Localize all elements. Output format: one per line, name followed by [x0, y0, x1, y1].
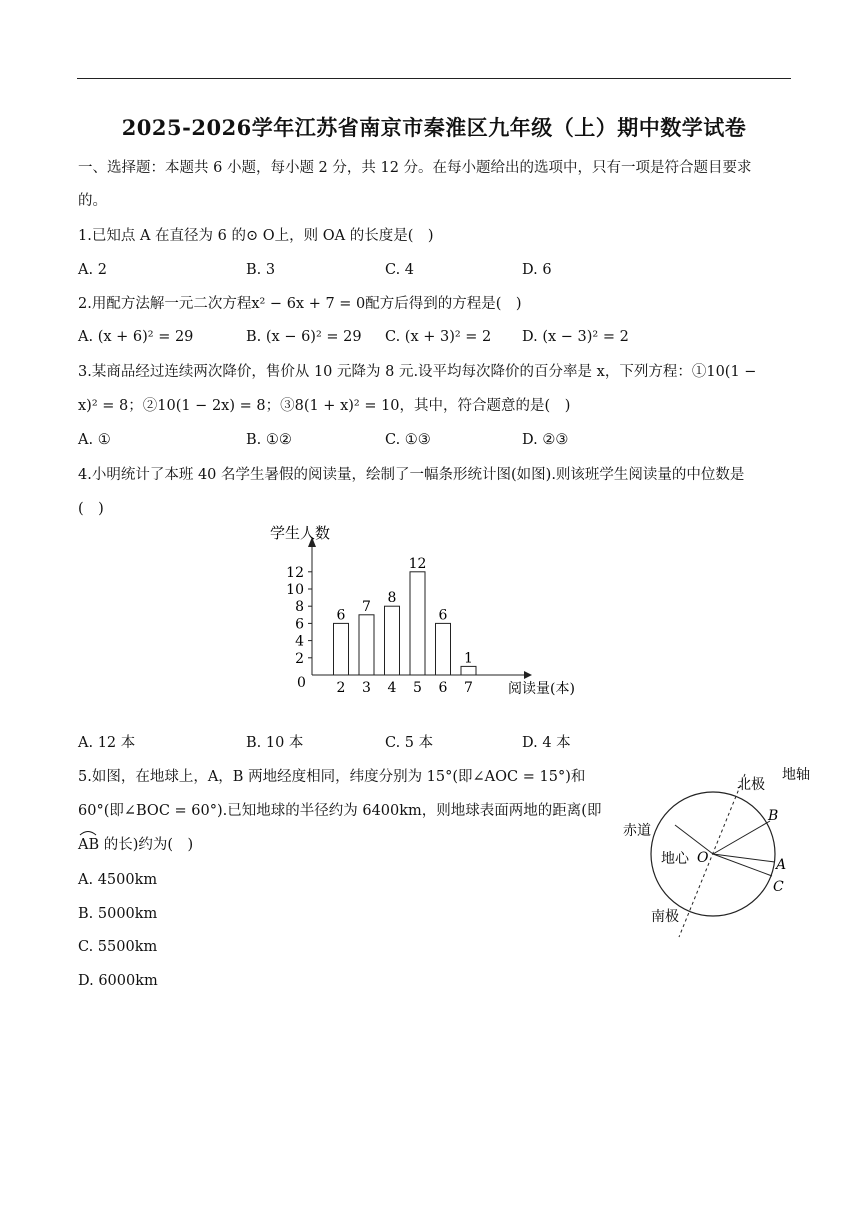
bar-3	[359, 615, 374, 675]
q5-stem-line2: 60°(即∠BOC = 60°).已知地球的半径约为 6400km，则地球表面两地的距离(即	[78, 803, 602, 819]
q5-stem-line3: AB 的长)约为( )	[78, 837, 194, 853]
y-tick-label: 4	[295, 633, 304, 650]
bar-5	[410, 572, 425, 675]
y-tick-label: 0	[297, 675, 306, 691]
label-o: O	[697, 850, 709, 866]
radius-oc	[713, 854, 772, 876]
label-equator: 赤道	[623, 823, 651, 839]
label-a: A	[776, 857, 787, 873]
y-tick-label: 8	[295, 599, 304, 616]
q3-option-a: A. ①	[78, 432, 111, 448]
label-center: 地心	[661, 851, 689, 867]
q4-stem-line2: ( )	[78, 501, 104, 517]
q3-stem-line1: 3.某商品经过连续两次降价，售价从 10 元降为 8 元.设平均每次降价的百分率是 x，下列方程：①10(1 −	[78, 364, 757, 380]
x-tick-label: 3	[362, 680, 371, 696]
bar-7	[461, 666, 476, 675]
x-axis-label: 阅读量(本)	[508, 681, 575, 697]
q5-stem-line1: 5.如图，在地球上，A，B 两地经度相同，纬度分别为 15°(即∠AOC = 15°)和	[78, 769, 586, 785]
q4-option-d: D. 4 本	[522, 735, 571, 751]
bar-value-label: 12	[408, 555, 427, 572]
q5-option-a: A. 4500km	[78, 872, 158, 888]
bar-2	[334, 623, 349, 675]
x-tick-label: 5	[413, 680, 422, 696]
q2-option-d: D. (x − 3)² = 2	[522, 329, 629, 345]
q3-stem-line2: x)² = 8；②10(1 − 2x) = 8；③8(1 + x)² = 10，其中，符合题意的是( )	[78, 398, 571, 414]
y-tick-label: 2	[295, 650, 304, 667]
bar-4	[385, 606, 400, 675]
bar-value-label: 8	[387, 590, 397, 607]
y-tick-label: 6	[295, 616, 304, 633]
page-title: 2025-2026学年江苏省南京市秦淮区九年级（上）期中数学试卷	[121, 115, 747, 140]
label-c: C	[773, 879, 784, 895]
section-instructions-line2: 的。	[78, 193, 107, 209]
q2-option-c: C. (x + 3)² = 2	[385, 329, 492, 345]
q1-option-c: C. 4	[385, 262, 415, 278]
y-axis-label: 学生人数	[270, 524, 331, 542]
q1-option-a: A. 2	[78, 262, 107, 278]
radius-ob	[713, 821, 770, 854]
reading-bar-chart	[262, 515, 602, 700]
label-axis: 地轴	[782, 767, 810, 783]
q4-stem-line1: 4.小明统计了本班 40 名学生暑假的阅读量，绘制了一幅条形统计图(如图).则该班学生阅读量的中位数是	[78, 467, 745, 483]
x-axis-arrow-icon	[524, 671, 532, 679]
q5-option-d: D. 6000km	[78, 973, 158, 989]
q5-option-c: C. 5500km	[78, 939, 158, 955]
bar-value-label: 7	[362, 598, 371, 615]
section-instructions-line1: 一、选择题：本题共 6 小题，每小题 2 分，共 12 分。在每小题给出的选项中，只有一项是符合题目要求	[78, 160, 752, 176]
q5-option-b: B. 5000km	[78, 906, 158, 922]
y-tick-label: 12	[286, 564, 304, 581]
bar-value-label: 6	[438, 607, 448, 624]
q1-option-d: D. 6	[522, 262, 552, 278]
q2-option-a: A. (x + 6)² = 29	[78, 329, 194, 345]
label-b: B	[768, 808, 779, 824]
label-south: 南极	[651, 909, 679, 925]
q3-option-b: B. ①②	[246, 432, 292, 448]
label-north: 北极	[737, 777, 765, 793]
bar-value-label: 1	[464, 650, 473, 667]
q3-option-c: C. ①③	[385, 432, 431, 448]
y-tick-label: 10	[286, 582, 304, 598]
arc-mark-icon	[78, 828, 98, 836]
x-tick-label: 6	[438, 680, 448, 696]
earth-figure	[615, 762, 825, 942]
bar-value-label: 6	[336, 607, 346, 624]
x-tick-label: 2	[336, 680, 346, 696]
x-tick-label: 7	[464, 680, 473, 696]
q1-option-b: B. 3	[246, 262, 276, 278]
q2-option-b: B. (x − 6)² = 29	[246, 329, 362, 345]
q2-stem: 2.用配方法解一元二次方程x² − 6x + 7 = 0配方后得到的方程是( )	[78, 296, 522, 312]
q1-stem: 1.已知点 A 在直径为 6 的⊙ O上，则 OA 的长度是( )	[78, 228, 434, 244]
bar-6	[436, 623, 451, 675]
q4-option-c: C. 5 本	[385, 735, 434, 751]
header-rule	[77, 78, 791, 79]
q3-option-d: D. ②③	[522, 432, 569, 448]
q4-option-b: B. 10 本	[246, 735, 304, 751]
x-tick-label: 4	[387, 680, 397, 696]
q4-option-a: A. 12 本	[78, 735, 136, 751]
